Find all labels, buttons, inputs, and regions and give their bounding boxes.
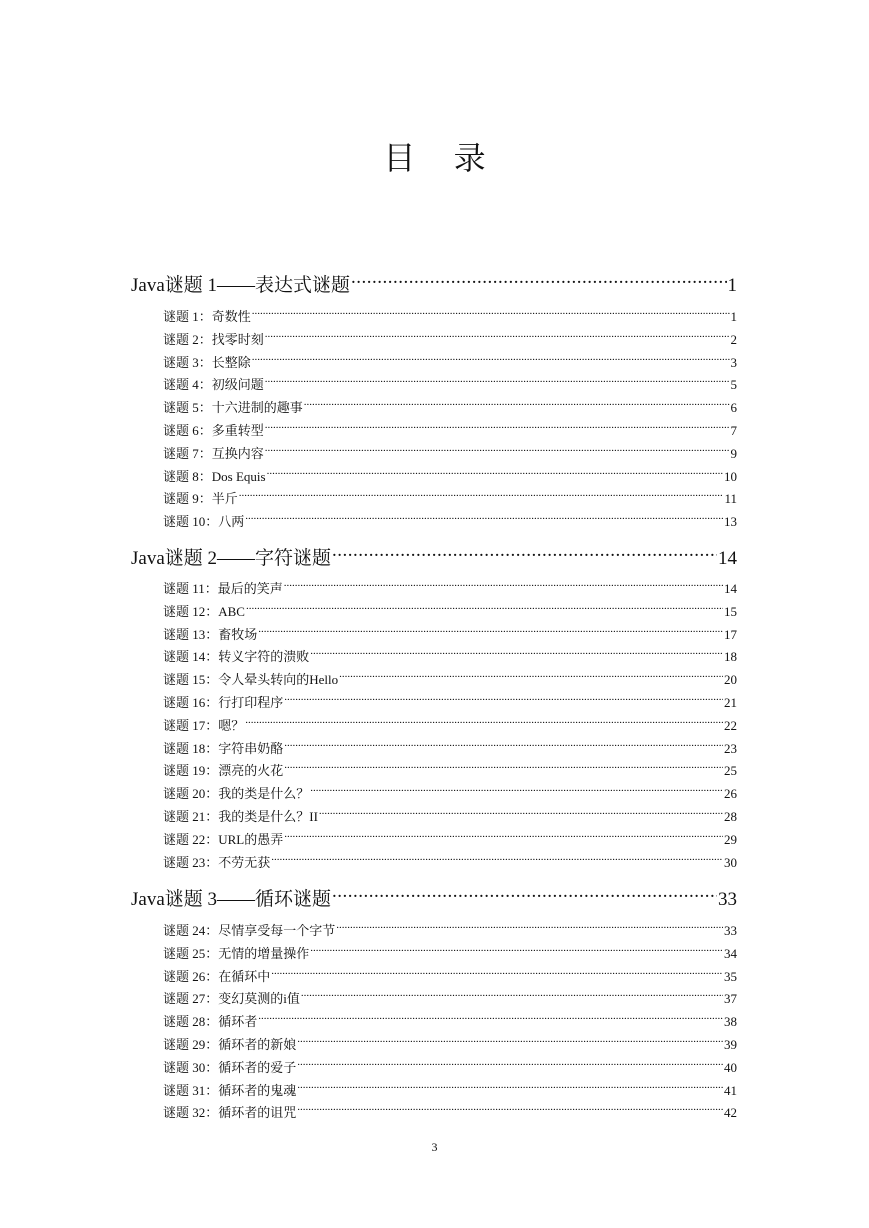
toc-item-page: 30 — [724, 854, 737, 870]
toc-item-page: 42 — [724, 1105, 737, 1121]
toc-item-label: 谜题 25：无情的增量操作 — [163, 945, 310, 961]
toc-item-page: 10 — [724, 468, 737, 484]
toc-item-page: 35 — [724, 968, 737, 984]
toc-chapter-page: 1 — [727, 275, 737, 296]
toc-item-entry[interactable] — [163, 734, 737, 756]
toc-item-entry[interactable] — [163, 325, 737, 347]
toc-item-page: 7 — [730, 423, 737, 438]
toc-leader-dots — [284, 734, 723, 753]
toc-leader-dots — [265, 439, 730, 458]
toc-item-page: 34 — [724, 945, 737, 961]
toc-item-entry[interactable] — [163, 962, 737, 984]
toc-leader-dots — [246, 597, 723, 616]
toc-item-page: 13 — [724, 514, 737, 530]
toc-item-entry[interactable] — [163, 825, 737, 847]
toc-leader-dots — [339, 665, 723, 684]
toc-item-label: 谜题 19：漂亮的火花 — [163, 763, 284, 779]
toc-chapter-entry[interactable] — [131, 538, 737, 569]
toc-item-page: 15 — [724, 603, 737, 619]
toc-leader-dots — [332, 538, 717, 564]
toc-leader-dots — [297, 1076, 723, 1095]
toc-item-label: 谜题 5：十六进制的趣事 — [163, 400, 303, 416]
page-number: 3 — [431, 1140, 438, 1154]
toc-item-page: 33 — [724, 923, 737, 938]
toc-chapter-entry[interactable] — [131, 879, 737, 910]
toc-item-entry[interactable] — [163, 507, 737, 530]
toc-item-entry[interactable] — [163, 711, 737, 733]
toc-item-page: 29 — [724, 831, 737, 847]
toc-leader-dots — [252, 302, 730, 321]
toc-item-entry[interactable] — [163, 1098, 737, 1121]
toc-leader-dots — [252, 348, 730, 367]
toc-item-label: 谜题 8：Dos Equis — [163, 468, 266, 484]
toc-item-label: 谜题 13：畜牧场 — [163, 626, 258, 642]
toc-item-page: 17 — [724, 626, 737, 642]
toc-leader-dots — [265, 370, 730, 389]
toc-leader-dots — [304, 393, 730, 412]
toc-leader-dots — [271, 848, 723, 867]
toc-chapter-label: Java谜题 3——循环谜题 — [131, 889, 332, 910]
toc-item-page: 6 — [730, 400, 737, 416]
toc-item-label: 谜题 4：初级问题 — [163, 377, 264, 393]
toc-leader-dots — [245, 711, 723, 730]
toc-item-label: 谜题 10：八两 — [163, 514, 245, 530]
toc-item-label: 谜题 24：尽情享受每一个字节 — [163, 923, 336, 938]
toc-item-label: 谜题 27：变幻莫测的i值 — [163, 991, 300, 1007]
toc-item-entry[interactable] — [163, 848, 737, 870]
toc-item-page: 23 — [724, 740, 737, 756]
toc-leader-dots — [265, 325, 730, 344]
toc-leader-dots — [297, 1053, 723, 1072]
toc-item-entry[interactable] — [163, 620, 737, 642]
toc-leader-dots — [310, 779, 723, 798]
toc-item-label: 谜题 6：多重转型 — [163, 423, 264, 438]
toc-item-entry[interactable] — [163, 484, 737, 507]
toc-item-entry[interactable] — [163, 1076, 737, 1098]
toc-item-page: 9 — [730, 445, 737, 461]
toc-item-entry[interactable] — [163, 916, 737, 938]
toc-item-entry[interactable] — [163, 393, 737, 416]
toc-item-page: 25 — [724, 763, 737, 779]
toc-item-page: 41 — [724, 1082, 737, 1098]
toc-item-label: 谜题 28：循环者 — [163, 1014, 258, 1030]
toc-item-page: 26 — [724, 786, 737, 802]
toc-item-label: 谜题 7：互换内容 — [163, 445, 264, 461]
toc-item-entry[interactable] — [163, 1007, 737, 1030]
toc-item-label: 谜题 12：ABC — [163, 603, 245, 619]
toc-item-entry[interactable] — [163, 370, 737, 393]
toc-item-page: 1 — [730, 309, 737, 324]
toc-item-entry[interactable] — [163, 574, 737, 596]
toc-leader-dots — [271, 962, 723, 981]
toc-item-page: 2 — [730, 331, 737, 347]
toc-leader-dots — [284, 688, 723, 707]
toc-leader-dots — [336, 916, 723, 935]
toc-item-page: 39 — [724, 1037, 737, 1052]
toc-item-entry[interactable] — [163, 939, 737, 961]
toc-item-label: 谜题 3：长整除 — [163, 354, 251, 370]
toc-leader-dots — [332, 879, 717, 905]
toc-item-label: 谜题 14：转义字符的溃败 — [163, 649, 310, 665]
toc-leader-dots — [267, 462, 723, 481]
toc-leader-dots — [301, 984, 723, 1003]
toc-item-page: 18 — [724, 649, 737, 665]
toc-leader-dots — [284, 825, 723, 844]
toc-item-page: 20 — [724, 672, 737, 688]
toc-item-page: 38 — [724, 1014, 737, 1030]
toc-item-label: 谜题 16：行打印程序 — [163, 695, 284, 710]
toc-leader-dots — [284, 574, 723, 593]
toc-item-entry[interactable] — [163, 348, 737, 370]
toc-leader-dots — [351, 265, 726, 291]
toc-item-page: 14 — [724, 581, 737, 596]
toc-item-label: 谜题 11：最后的笑声 — [163, 581, 283, 596]
toc-leader-dots — [310, 939, 723, 958]
toc-item-entry[interactable] — [163, 1030, 737, 1052]
toc-item-label: 谜题 17：嗯？ — [163, 717, 245, 733]
toc-item-label: 谜题 30：循环者的爱子 — [163, 1059, 297, 1075]
toc-item-page: 3 — [730, 354, 737, 370]
toc-item-entry[interactable] — [163, 688, 737, 710]
toc-item-entry[interactable] — [163, 802, 737, 824]
toc-item-label: 谜题 29：循环者的新娘 — [163, 1037, 297, 1052]
toc-item-entry[interactable] — [163, 756, 737, 779]
toc-leader-dots — [297, 1098, 723, 1117]
toc-leader-dots — [258, 620, 723, 639]
toc-leader-dots — [297, 1030, 723, 1049]
toc-chapter-page: 14 — [718, 548, 737, 569]
toc-leader-dots — [319, 802, 723, 821]
toc-chapter-label: Java谜题 1——表达式谜题 — [131, 275, 351, 296]
toc-item-entry[interactable] — [163, 984, 737, 1007]
toc-item-entry[interactable] — [163, 642, 737, 665]
toc-item-label: 谜题 15：令人晕头转向的Hello — [163, 672, 339, 688]
toc-item-label: 谜题 32：循环者的诅咒 — [163, 1105, 297, 1121]
toc-item-label: 谜题 9：半斤 — [163, 491, 238, 507]
toc-item-entry[interactable] — [163, 779, 737, 802]
toc-item-page: 22 — [724, 717, 737, 733]
toc-leader-dots — [245, 507, 723, 526]
toc-item-entry[interactable] — [163, 439, 737, 461]
toc-item-page: 5 — [730, 377, 737, 393]
toc-leader-dots — [284, 756, 723, 775]
toc-item-entry[interactable] — [163, 1053, 737, 1075]
toc-item-label: 谜题 2：找零时刻 — [163, 331, 264, 347]
toc-chapter-label: Java谜题 2——字符谜题 — [131, 548, 332, 569]
toc-leader-dots — [310, 642, 723, 661]
toc-leader-dots — [265, 416, 730, 435]
toc-item-page: 11 — [724, 491, 737, 507]
toc-item-page: 37 — [724, 991, 737, 1007]
toc-item-entry[interactable] — [163, 416, 737, 438]
page-title: 目 录 — [383, 139, 500, 177]
toc-item-entry[interactable] — [163, 462, 737, 484]
toc-item-label: 谜题 18：字符串奶酪 — [163, 740, 284, 756]
toc-item-label: 谜题 23：不劳无获 — [163, 854, 271, 870]
toc-item-page: 40 — [724, 1059, 737, 1075]
toc-chapter-page: 33 — [718, 889, 737, 910]
toc-item-label: 谜题 1：奇数性 — [163, 309, 251, 324]
toc-item-entry[interactable] — [163, 665, 737, 688]
toc-item-entry[interactable] — [163, 302, 737, 324]
toc-item-entry[interactable] — [163, 597, 737, 619]
toc-item-label: 谜题 21：我的类是什么？II — [163, 809, 318, 824]
toc-item-label: 谜题 31：循环者的鬼魂 — [163, 1082, 297, 1098]
toc-leader-dots — [258, 1007, 723, 1026]
toc-item-label: 谜题 26：在循环中 — [163, 968, 271, 984]
toc-item-label: 谜题 22：URL的愚弄 — [163, 831, 284, 847]
toc-item-page: 21 — [724, 695, 737, 710]
toc-leader-dots — [239, 484, 724, 503]
toc-item-label: 谜题 20：我的类是什么？ — [163, 786, 310, 802]
toc-chapter-entry[interactable] — [131, 265, 737, 296]
toc-item-page: 28 — [724, 809, 737, 824]
